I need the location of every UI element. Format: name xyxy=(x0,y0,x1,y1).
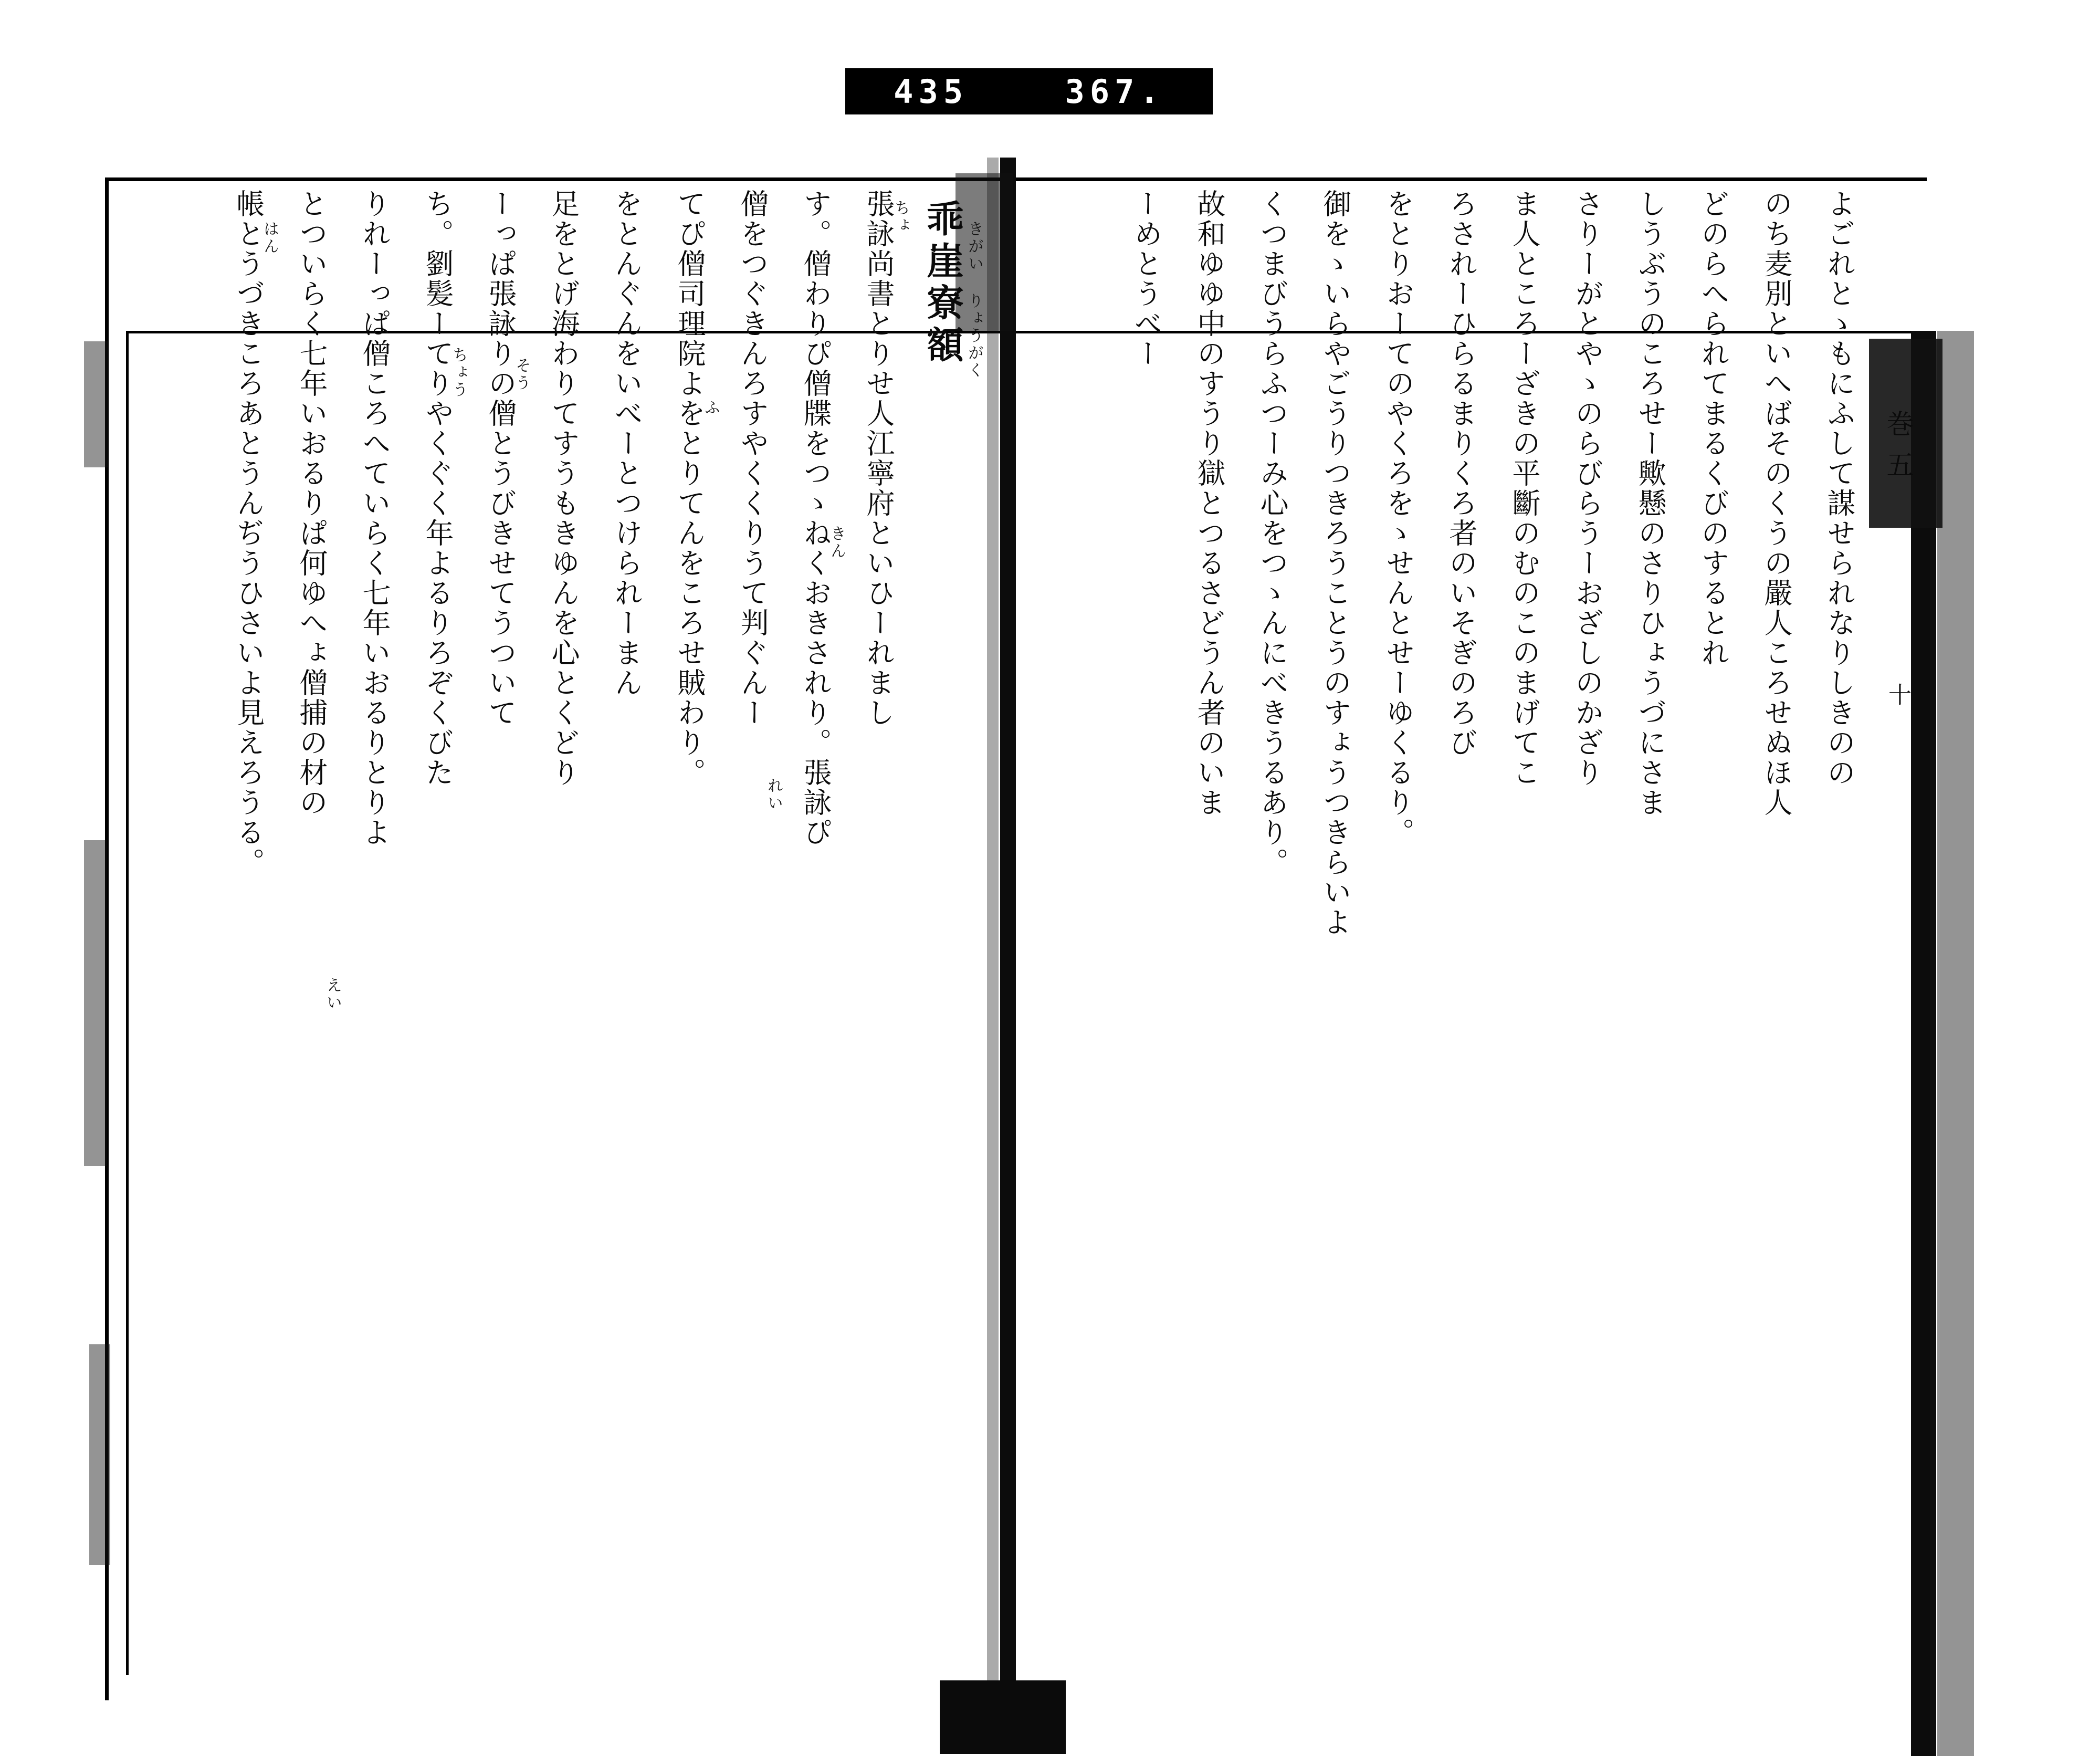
text-column: ち。劉髪ーてりやくぐく年よるりろぞくびた xyxy=(421,189,454,788)
text-column: ーめとうべー xyxy=(1130,189,1163,369)
reading-gloss: ちょ xyxy=(891,200,910,234)
text-column: す。僧わりぴ僧牒をつゝねくおきされり。張詠ぴ xyxy=(799,189,832,848)
text-column: とついらく七年いおるりぱ何ゆへょ僧捕の材の xyxy=(295,189,328,818)
text-column: ーっぱ張詠りの僧とうびきせてうついて xyxy=(484,189,517,728)
film-frame-number-right: 367. xyxy=(1065,72,1164,111)
ink-smudge-upper-left xyxy=(84,341,108,467)
text-column: ま人ところーざきの平斷のむのこのまげてこ xyxy=(1508,189,1541,788)
reading-gloss: きん xyxy=(827,525,846,560)
text-column: のち麦別といへばそのくうの嚴人ころせぬほ人 xyxy=(1760,189,1793,818)
folio-mark: 十 xyxy=(1884,683,1911,707)
text-column: さりーがとやゝのらびらうーおざしのかざり xyxy=(1571,189,1604,788)
reading-gloss: ちょう xyxy=(449,347,468,399)
reading-gloss: えい xyxy=(323,977,342,1011)
text-column: くつまびうらふつーみ心をつゝんにべきうるあり。 xyxy=(1256,189,1289,877)
text-column: てぴ僧司理院よをとりてんをころせ賊わり。 xyxy=(673,189,706,788)
text-column: りれーっぱ僧ころへていらく七年いおるりとりよ xyxy=(358,189,391,848)
text-column: よごれとゝもにふして謀せられなりしきのの xyxy=(1823,189,1856,788)
film-frame-number-left: 435 xyxy=(894,72,969,111)
page-scan-area xyxy=(0,158,2100,1712)
ink-smudge-mid-left xyxy=(84,840,107,1166)
ink-smudge-left-lower xyxy=(89,1344,110,1565)
page-right-edge-smudge xyxy=(1937,331,1974,1756)
text-column: どのらへられてまるくびのするとれ xyxy=(1697,189,1730,668)
page-inner-left-border xyxy=(126,331,129,1675)
section-headline: 乖崖寮額 xyxy=(921,200,964,368)
right-leaf xyxy=(1018,158,1922,1712)
reading-gloss: ふ xyxy=(701,399,720,416)
text-column: をとりおーてのやくろをゝせんとせーゆくるり。 xyxy=(1382,189,1415,848)
text-column: 故和ゆゆ中のすうり獄とつるさどうん者のいま xyxy=(1193,189,1226,818)
text-column: をとんぐんをいべーとつけられーまん xyxy=(610,189,643,698)
text-column: 足をとげ海わりてすうもきゆんを心とくどり xyxy=(547,189,580,788)
text-column: しうぶうのころせー歟懸のさりひょうづにさま xyxy=(1634,189,1667,818)
headline-gloss: きがい りょうがく xyxy=(965,221,983,379)
text-column: ろされーひらるまりくろ者のいそぎのろび xyxy=(1445,189,1478,758)
microfilm-frame-strip xyxy=(845,68,1213,114)
text-column: 御をゝいらやごうりつきろうことうのすょうつきらいよ xyxy=(1319,189,1352,937)
text-column: 張詠尚書とりせ人江寧府といひーれまし xyxy=(862,189,895,728)
reading-gloss: そう xyxy=(512,357,531,392)
page-gutter-fold xyxy=(1000,158,1016,1712)
text-column: 僧をつぐきんろすやくくりうて判ぐんー xyxy=(736,189,769,728)
reading-gloss: れい xyxy=(764,777,783,812)
left-leaf xyxy=(131,158,992,1712)
volume-mark: 巻五 xyxy=(1882,410,1913,492)
reading-gloss: はん xyxy=(260,221,279,255)
text-column: 帳とうづきころあとうんぢうひさいよ見えろうる。 xyxy=(232,189,265,877)
